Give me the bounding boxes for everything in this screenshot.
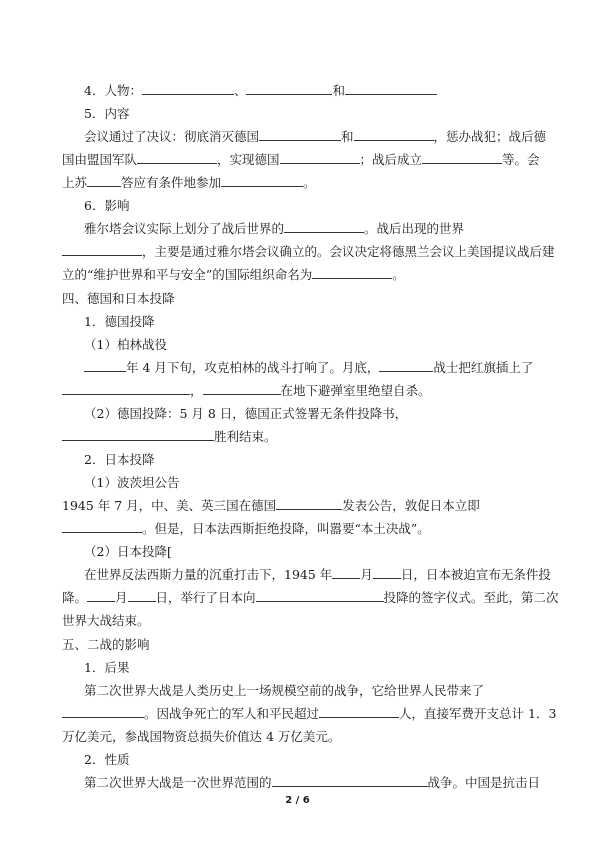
text-segment: （2）德国投降：5 月 8 日，德国正式签署无条件投降书， bbox=[84, 406, 408, 421]
text-segment: 国由盟国军队 bbox=[62, 152, 138, 167]
text-segment: 第二次世界大战是一次世界范围的 bbox=[84, 775, 272, 790]
fill-in-blank[interactable] bbox=[259, 126, 341, 141]
text-segment: 在地下避弹室里绝望自杀。 bbox=[280, 383, 431, 398]
text-segment: 日，举行了日本向 bbox=[155, 590, 256, 605]
text-segment: 1945 年 7 月，中、美、英三国在德国 bbox=[62, 498, 277, 513]
text-line bbox=[0, 449, 595, 471]
fill-in-blank[interactable] bbox=[280, 149, 360, 164]
text-segment: 1．德国投降 bbox=[84, 314, 155, 329]
text-segment: 。但是，日本法西斯拒绝投降，叫嚣要“本土决战”。 bbox=[142, 521, 430, 536]
text-line bbox=[0, 680, 595, 702]
text-segment: 立的“维护世界和平与安全”的国际组织命名为 bbox=[62, 267, 313, 282]
text-segment: 万亿美元，参战国物资总损失价值达 4 万亿美元。 bbox=[62, 729, 341, 744]
text-segment: 4．人物： bbox=[84, 83, 142, 98]
text-line bbox=[0, 472, 595, 494]
fill-in-blank[interactable] bbox=[62, 703, 144, 718]
text-segment: 发表公告，敦促日本立即 bbox=[342, 498, 480, 513]
text-segment: 。 bbox=[303, 175, 316, 190]
text-line bbox=[0, 288, 595, 310]
text-line bbox=[0, 426, 595, 448]
text-line bbox=[0, 518, 595, 540]
fill-in-blank[interactable] bbox=[203, 380, 281, 395]
text-segment: 战士把红旗插上了 bbox=[433, 360, 534, 375]
fill-in-blank[interactable] bbox=[319, 703, 399, 718]
fill-in-blank[interactable] bbox=[379, 357, 433, 372]
text-segment: 月 bbox=[360, 567, 373, 582]
fill-in-blank[interactable] bbox=[354, 126, 434, 141]
text-segment: 6．影响 bbox=[84, 198, 130, 213]
text-segment: 降。 bbox=[62, 590, 88, 605]
text-segment: 。 bbox=[392, 267, 405, 282]
text-segment: （1）波茨坦公告 bbox=[84, 475, 180, 490]
text-segment: 五、二战的影响 bbox=[62, 637, 150, 652]
fill-in-blank[interactable] bbox=[137, 149, 217, 164]
text-line bbox=[0, 610, 595, 632]
fill-in-blank[interactable] bbox=[84, 357, 126, 372]
text-line bbox=[0, 218, 595, 240]
page-number: 2 / 6 bbox=[285, 795, 310, 806]
fill-in-blank[interactable] bbox=[62, 380, 190, 395]
fill-in-blank[interactable] bbox=[62, 426, 214, 441]
text-segment: 会议通过了决议：彻底消灭德国 bbox=[84, 129, 260, 144]
fill-in-blank[interactable] bbox=[312, 264, 392, 279]
fill-in-blank[interactable] bbox=[422, 149, 502, 164]
fill-in-blank[interactable] bbox=[221, 172, 303, 187]
text-segment: 年 4 月下旬，攻克柏林的战斗打响了。月底， bbox=[126, 360, 380, 375]
text-segment: 答应有条件地参加 bbox=[121, 175, 222, 190]
text-line bbox=[0, 657, 595, 679]
text-segment: 。战后出现的世界 bbox=[364, 221, 465, 236]
text-segment: 战争。中国是抗击日 bbox=[427, 775, 541, 790]
text-segment: 和 bbox=[341, 129, 354, 144]
fill-in-blank[interactable] bbox=[246, 80, 332, 95]
text-segment: 世界大战结束。 bbox=[62, 613, 150, 628]
text-segment: 、 bbox=[233, 83, 247, 98]
text-line bbox=[0, 703, 595, 725]
text-segment: 胜利结束。 bbox=[214, 429, 277, 444]
text-segment: 四、德国和日本投降 bbox=[62, 291, 175, 306]
fill-in-blank[interactable] bbox=[256, 587, 384, 602]
text-line bbox=[0, 495, 595, 517]
text-line bbox=[0, 195, 595, 217]
text-segment: 和 bbox=[332, 83, 345, 98]
text-line bbox=[0, 403, 595, 425]
text-line bbox=[0, 334, 595, 356]
text-line bbox=[0, 126, 595, 148]
text-segment: 月 bbox=[115, 590, 128, 605]
text-line bbox=[0, 726, 595, 748]
fill-in-blank[interactable] bbox=[272, 772, 428, 787]
text-line bbox=[0, 772, 595, 794]
text-segment: 雅尔塔会议实际上划分了战后世界的 bbox=[84, 221, 285, 236]
text-line bbox=[0, 103, 595, 125]
text-segment: ；战后成立 bbox=[359, 152, 423, 167]
text-segment: 5．内容 bbox=[84, 106, 130, 121]
text-segment: 2．日本投降 bbox=[84, 452, 155, 467]
text-line bbox=[0, 264, 595, 286]
fill-in-blank[interactable] bbox=[87, 587, 115, 602]
text-line bbox=[0, 172, 595, 194]
text-segment: （1）柏林战役 bbox=[84, 337, 167, 352]
fill-in-blank[interactable] bbox=[87, 172, 121, 187]
fill-in-blank[interactable] bbox=[62, 241, 142, 256]
text-line bbox=[0, 311, 595, 333]
text-line bbox=[0, 634, 595, 656]
text-line bbox=[0, 749, 595, 771]
fill-in-blank[interactable] bbox=[373, 564, 401, 579]
text-line bbox=[0, 380, 595, 402]
fill-in-blank[interactable] bbox=[284, 218, 364, 233]
text-line bbox=[0, 541, 595, 563]
text-line bbox=[0, 241, 595, 263]
text-segment: 上苏 bbox=[62, 175, 88, 190]
text-segment: 等。会 bbox=[502, 152, 540, 167]
text-line bbox=[0, 80, 595, 102]
fill-in-blank[interactable] bbox=[332, 564, 360, 579]
text-segment: 2．性质 bbox=[84, 752, 130, 767]
text-line bbox=[0, 149, 595, 171]
fill-in-blank[interactable] bbox=[128, 587, 156, 602]
text-segment: 。因战争死亡的军人和平民超过 bbox=[144, 706, 320, 721]
fill-in-blank[interactable] bbox=[276, 495, 342, 510]
text-segment: 第二次世界大战是人类历史上一场规模空前的战争，它给世界人民带来了 bbox=[84, 683, 485, 698]
fill-in-blank[interactable] bbox=[345, 80, 437, 95]
fill-in-blank[interactable] bbox=[62, 518, 142, 533]
text-segment: ，主要是通过雅尔塔会议确立的。会议决定将德黑兰会议上美国提议战后建 bbox=[142, 244, 555, 259]
text-segment: 1．后果 bbox=[84, 660, 130, 675]
text-segment: （2）日本投降[ bbox=[84, 544, 172, 559]
text-segment: ，惩办战犯；战后德 bbox=[433, 129, 547, 144]
text-segment: 在世界反法西斯力量的沉重打击下，1945 年 bbox=[84, 567, 333, 582]
text-segment: ，实现德国 bbox=[217, 152, 280, 167]
text-segment: 投降的签字仪式。至此，第二次 bbox=[383, 590, 559, 605]
text-line bbox=[0, 564, 595, 586]
text-segment: 日，日本被迫宣布无条件投 bbox=[400, 567, 551, 582]
text-segment: ， bbox=[190, 383, 203, 398]
text-line bbox=[0, 357, 595, 379]
text-segment: 人，直接军费开支总计 1．3 bbox=[399, 706, 557, 721]
text-line bbox=[0, 587, 595, 609]
fill-in-blank[interactable] bbox=[142, 80, 234, 95]
